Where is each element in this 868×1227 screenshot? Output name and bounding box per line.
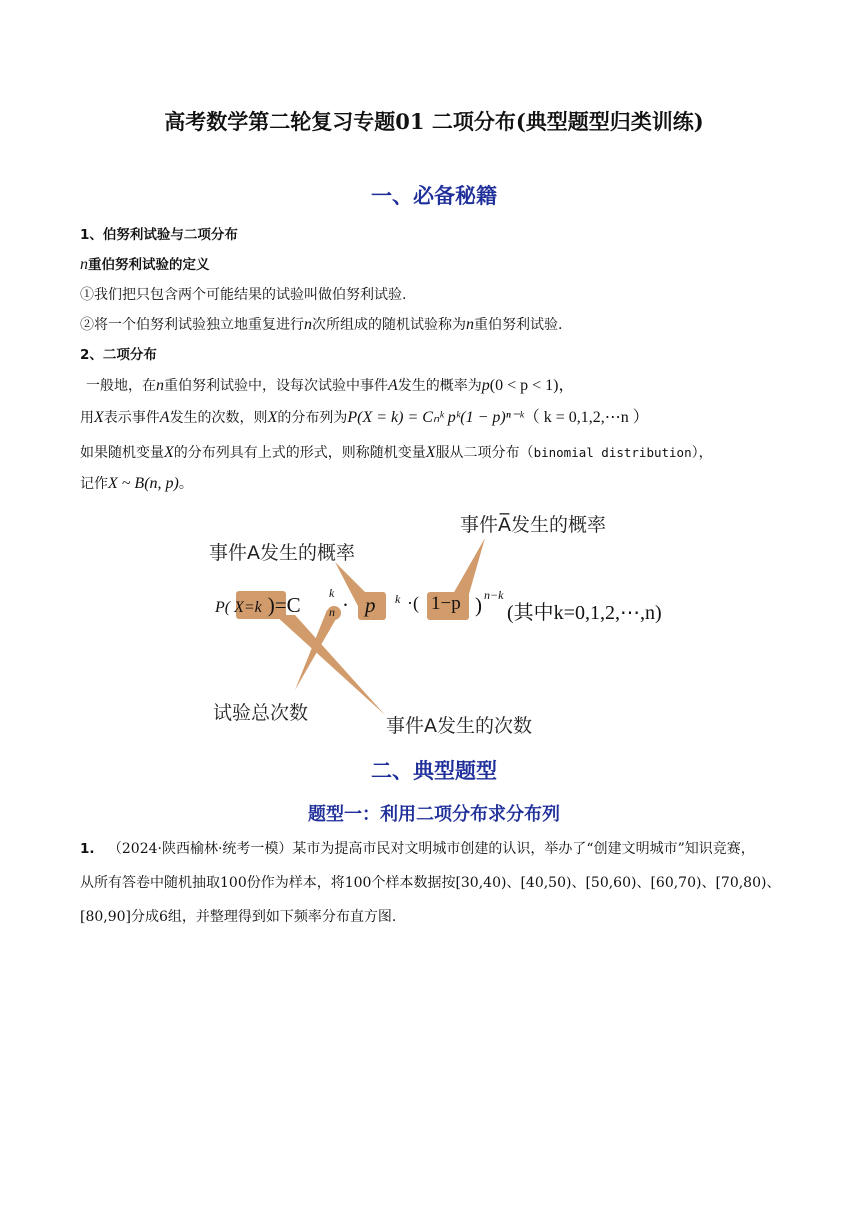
formula-dot: · — [342, 593, 349, 617]
formula-subscript-n: n — [329, 605, 335, 619]
text: 用 — [80, 410, 94, 426]
paragraph-heading-binomial: 2、二项分布 — [80, 347, 157, 363]
var-n: n — [466, 316, 474, 333]
formula-power-n-minus-k: n−k — [484, 588, 504, 602]
question-1-line-2: 从所有答卷中随机抽取100份作为样本，将100个样本数据按[30,40)、[40,50)、[50,60)、[60,70)、[70,80)、 — [80, 875, 781, 891]
formula-row — [215, 593, 301, 618]
question-1 — [80, 832, 790, 934]
document-title: 高考数学第二轮复习专题01 二项分布(典型题型归类训练) — [164, 109, 704, 134]
section-heading-typical-problems: 二、典型题型 — [371, 759, 497, 783]
binomial-line-4 — [80, 474, 193, 494]
text: 记作 — [80, 476, 108, 492]
label-event-abar-probability: 事件A̅发生的概率 — [460, 514, 606, 536]
binomial-formula: P(X = k) = Cₙᵏ pᵏ(1 − p)ⁿ⁻ᵏ — [347, 409, 524, 426]
text: 次所组成的随机试验称为 — [312, 317, 466, 333]
text: 。 — [178, 476, 193, 492]
var-n: n — [156, 377, 164, 394]
question-number: 1. — [80, 841, 95, 857]
section-heading-essentials: 一、必备秘籍 — [371, 184, 497, 208]
formula-k-range: (其中k=0,1,2,⋯,n) — [507, 602, 662, 624]
binomial-line-2 — [80, 408, 649, 428]
formula-p: p — [365, 593, 376, 617]
var-x: X — [425, 444, 436, 461]
var-n: n — [304, 316, 312, 333]
formula-close-paren: ) — [475, 593, 482, 617]
question-1-line-3: [80,90]分成6组，并整理得到如下频率分布直方图. — [80, 909, 397, 925]
paragraph-heading-bernoulli: 1、伯努利试验与二项分布 — [80, 227, 238, 243]
text: 服从二项分布（ — [435, 445, 534, 461]
formula-x-equals-k: X=k — [234, 599, 262, 616]
var-a: A — [159, 409, 170, 426]
var-x: X — [267, 409, 278, 426]
text: 表示事件 — [103, 410, 160, 426]
text: 的分布列为 — [277, 410, 348, 426]
formula-equals-c: )=C — [267, 593, 301, 617]
definition-item-1: ①我们把只包含两个可能结果的试验叫做伯努利试验. — [80, 287, 407, 303]
text: ）， — [691, 445, 713, 461]
problem-type-1-heading: 题型一：利用二项分布求分布列 — [308, 804, 560, 825]
formula-power-k: k — [395, 592, 401, 606]
notation-formula: X ~ B(n, p) — [108, 475, 179, 492]
var-p: p — [481, 377, 490, 394]
label-event-a-count: 事件A发生的次数 — [386, 715, 532, 737]
var-a: A — [388, 377, 398, 394]
text: 发生的概率为 — [397, 378, 482, 394]
pointer-trials — [295, 610, 340, 690]
var-x: X — [94, 409, 104, 426]
var-n: n — [80, 256, 88, 273]
formula-superscript-k: k — [329, 586, 335, 600]
question-text: （2024·陕西榆林·统考一模）某市为提高市民对文明城市创建的认识，举办了“创建文明城市”知识竞赛， — [107, 841, 755, 857]
text: 的分布列具有上式的形式，则称随机变量 — [173, 445, 426, 461]
text: 一般地，在 — [86, 378, 156, 394]
formula-p-open: P( — [215, 599, 231, 616]
english-term: binomial distribution — [533, 445, 692, 460]
label-total-trials: 试验总次数 — [213, 702, 309, 724]
definition-heading-text: 重伯努利试验的定义 — [88, 257, 210, 273]
binomial-line-3 — [80, 443, 713, 463]
condition: (0 < p < 1)， — [489, 377, 575, 394]
text: 重伯努利试验. — [474, 317, 563, 333]
k-range: （ k = 0,1,2,⋯n ） — [523, 409, 649, 426]
text: 重伯努利试验中，设每次试验中事件 — [164, 378, 388, 394]
text: 如果随机变量 — [80, 445, 164, 461]
text: 发生的次数，则 — [169, 410, 268, 426]
label-event-a-probability: 事件A发生的概率 — [209, 542, 355, 564]
formula-one-minus-p: 1−p — [431, 593, 461, 614]
binomial-line-1 — [86, 376, 575, 396]
definition-heading — [80, 255, 210, 275]
text: ②将一个伯努利试验独立地重复进行 — [80, 317, 304, 333]
definition-item-2 — [80, 315, 562, 335]
question-1-line-1 — [80, 832, 790, 866]
binomial-formula-diagram — [195, 500, 685, 740]
formula-dot-paren: ·( — [407, 593, 419, 613]
var-x: X — [164, 444, 174, 461]
